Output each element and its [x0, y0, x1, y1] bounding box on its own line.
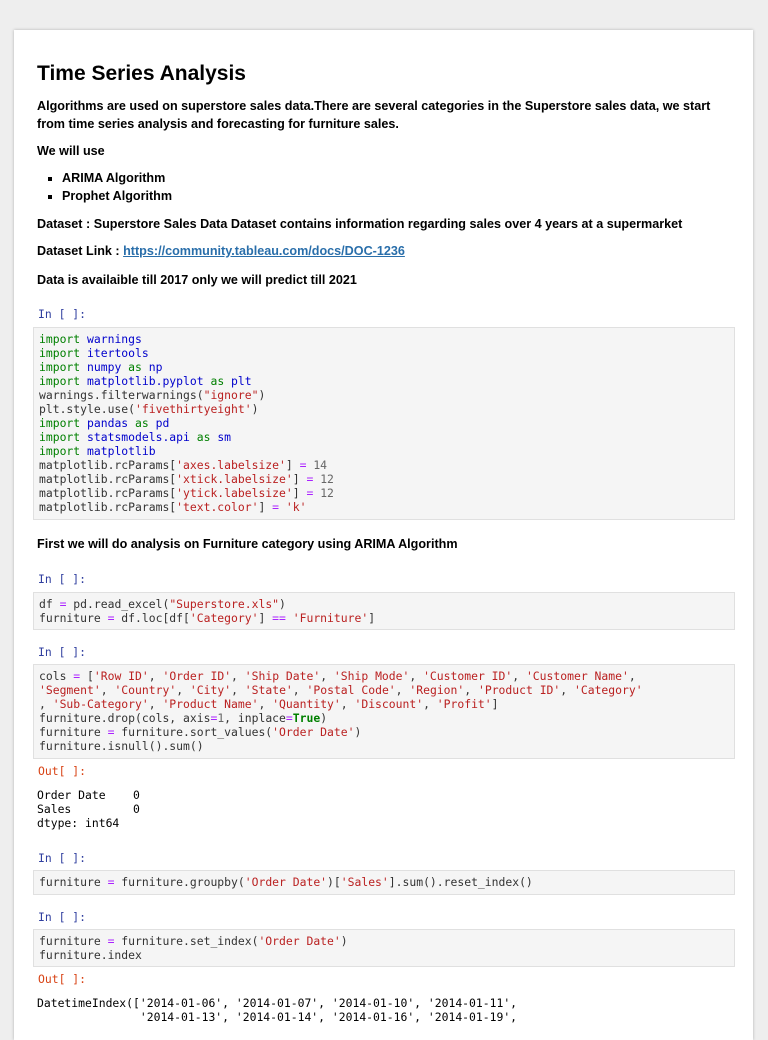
cell-2-code[interactable]: df = pd.read_excel("Superstore.xls") furniture = df.loc[df['Category'] == 'Furniture']	[33, 592, 735, 630]
cell-5-out-prompt: Out[ ]:	[38, 972, 87, 986]
furniture-note: First we will do analysis on Furniture category using ARIMA Algorithm	[37, 537, 458, 551]
cell-5-output-line: '2014-01-13', '2014-01-14', '2014-01-16', '2014-01-19',	[37, 1010, 518, 1024]
notebook-page	[14, 30, 753, 1040]
page-title: Time Series Analysis	[37, 62, 246, 85]
dataset-link-label: Dataset Link :	[37, 244, 120, 258]
cell-3-in-prompt: In [ ]:	[38, 645, 87, 659]
cell-1-in-prompt: In [ ]:	[38, 307, 87, 321]
availability-text: Data is availaible till 2017 only we will predict till 2021	[37, 273, 357, 287]
cell-3-output-line: dtype: int64	[37, 816, 120, 830]
algorithm-list	[37, 170, 172, 205]
intro-text: Algorithms are used on superstore sales data.There are several categories in the Superstore sales data, we start from time series analysis and forecasting for furniture sales.	[37, 99, 711, 131]
cell-3-output	[37, 788, 739, 830]
cell-1-code[interactable]: import warnings import itertools import numpy as np import matplotlib.pyplot as plt warnings.filterwarnings("ignore") plt.style.use('fivethirtyeight') import pandas as pd import statsmodels.api as sm import matplotlib matplotlib.rcParams['axes.labelsize'] = 14 matplotlib.rcParams['xtick.labelsize'] = 12 matplotlib.rcParams['ytick.labelsize'] = 12 matplotlib.rcParams['text.color'] = 'k'	[33, 327, 735, 520]
cell-3-out-prompt: Out[ ]:	[38, 764, 87, 778]
cell-5-output-line: DatetimeIndex(['2014-01-06', '2014-01-07', '2014-01-10', '2014-01-11',	[37, 996, 518, 1010]
dataset-link-row	[37, 242, 405, 260]
list-item-prophet: Prophet Algorithm	[37, 188, 172, 206]
cell-2-in-prompt: In [ ]:	[38, 572, 87, 586]
cell-3-code[interactable]: cols = ['Row ID', 'Order ID', 'Ship Date', 'Ship Mode', 'Customer ID', 'Customer Name', 'Segment', 'Country', 'City', 'State', 'Postal Code', 'Region', 'Product ID', 'Category' , 'Sub-Category', 'Product Name', 'Quantity', 'Discount', 'Profit'] furniture.drop(cols, axis=1, inplace=True) furniture = furniture.sort_values('Order Date') furniture.isnull().sum()	[33, 664, 735, 759]
cell-4-in-prompt: In [ ]:	[38, 851, 87, 865]
dataset-link[interactable]: https://community.tableau.com/docs/DOC-1236	[123, 244, 405, 258]
cell-4-code[interactable]: furniture = furniture.groupby('Order Date')['Sales'].sum().reset_index()	[33, 870, 735, 895]
we-will-use-text: We will use	[37, 144, 105, 158]
cell-5-output	[37, 996, 739, 1024]
cell-3-output-line: Sales 0	[37, 802, 140, 816]
cell-3-output-line: Order Date 0	[37, 788, 140, 802]
list-item-arima: ARIMA Algorithm	[37, 170, 172, 188]
cell-5-code[interactable]: furniture = furniture.set_index('Order Date') furniture.index	[33, 929, 735, 967]
cell-5-in-prompt: In [ ]:	[38, 910, 87, 924]
dataset-text: Dataset : Superstore Sales Data Dataset contains information regarding sales over 4 years at a supermarket	[37, 217, 683, 231]
